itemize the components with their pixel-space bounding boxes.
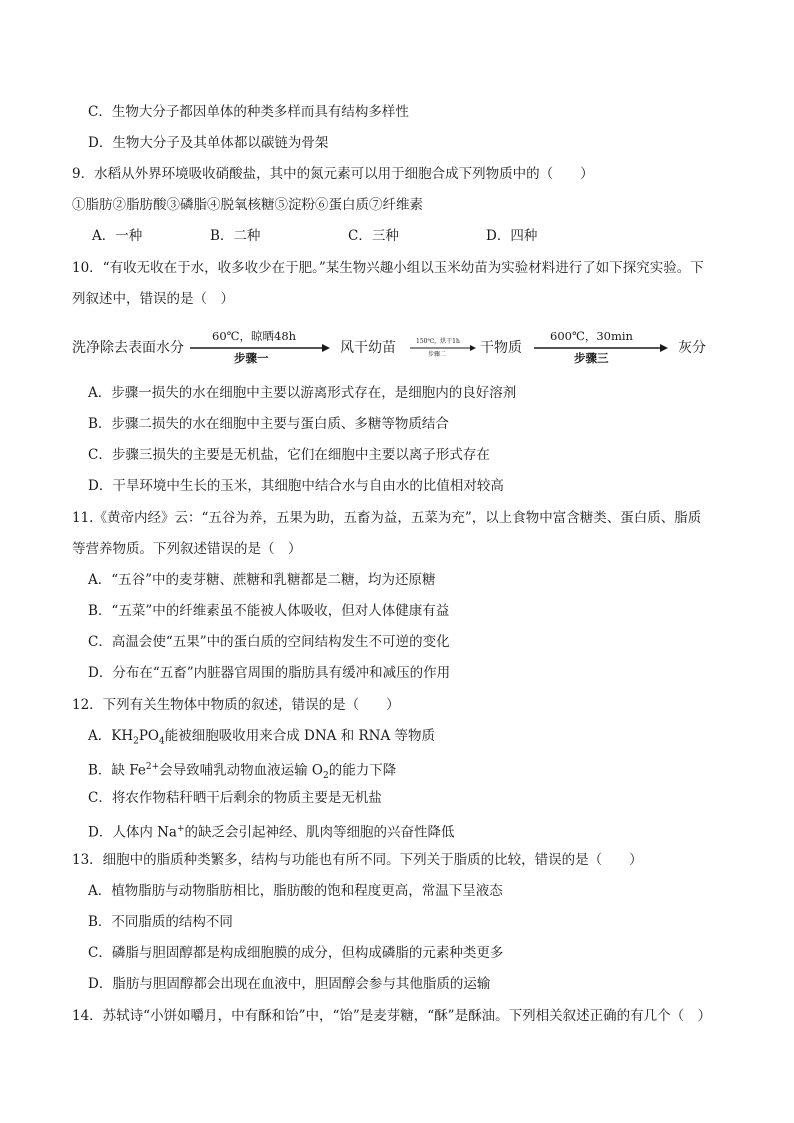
- q9-option-b: B．二种: [210, 228, 261, 244]
- q11-option-a: A．“五谷”中的麦芽糖、蔗糖和乳糖都是二糖，均为还原糖: [88, 572, 436, 588]
- q12-a-sub2: 4: [159, 736, 165, 747]
- flow-step1-condition: 60℃，晾晒48h: [212, 329, 297, 343]
- q9-option-c: C．三种: [348, 228, 399, 244]
- q10-option-c: C．步骤三损失的主要是无机盐，它们在细胞中主要以离子形式存在: [88, 447, 490, 463]
- q12-d-prefix: D．人体内 Na: [88, 824, 177, 841]
- q10-flow-diagram: [72, 329, 732, 365]
- q12-a-sub1: 2: [133, 736, 139, 747]
- q13-stem: 13．细胞中的脂质种类繁多，结构与功能也有所不同。下列关于脂质的比较，错误的是（ ）: [72, 852, 643, 868]
- q12-option-a: [88, 726, 435, 752]
- q11-option-c: C．高温会使“五果”中的蛋白质的空间结构发生不可逆的变化: [88, 634, 450, 650]
- q10-stem-line1: 10．“有收无收在于水，收多收少在于肥。”某生物兴趣小组以玉米幼苗为实验材料进行了如下探究实验。下: [72, 260, 704, 276]
- q12-b-suffix: 的能力下降: [328, 762, 397, 779]
- flow-step3-label: 步骤三: [574, 351, 609, 365]
- q10-option-b: B．步骤二损失的水在细胞中主要与蛋白质、多糖等物质结合: [88, 416, 449, 432]
- q12-a-suffix: 能被细胞吸收用来合成 DNA 和 RNA 等物质: [164, 728, 436, 744]
- q12-a-mid: PO: [138, 728, 159, 744]
- q11-option-b: B．“五菜”中的纤维素虽不能被人体吸收，但对人体健康有益: [88, 603, 450, 619]
- q12-stem: 12．下列有关生物体中物质的叙述，错误的是（ ）: [72, 697, 400, 713]
- q12-option-b: [88, 757, 396, 786]
- q10-option-a: A．步骤一损失的水在细胞中主要以游离形式存在，是细胞内的良好溶剂: [88, 385, 517, 401]
- q8-option-c: C．生物大分子都因单体的种类多样而具有结构多样性: [88, 104, 409, 120]
- q11-option-d: D．分布在“五畜”内脏器官周围的脂肪具有缓冲和减压的作用: [88, 665, 451, 681]
- q12-option-c: C．将农作物秸秆晒干后剩余的物质主要是无机盐: [88, 790, 382, 806]
- q9-option-a: A．一种: [92, 228, 143, 244]
- q13-option-c: C．磷脂与胆固醇都是构成细胞膜的成分，但构成磷脂的元素种类更多: [88, 945, 504, 961]
- q10-stem-line2: 列叙述中，错误的是（ ）: [72, 291, 234, 307]
- q12-option-d: [88, 819, 455, 843]
- flow-step2-condition: 150℃，烘干1h: [416, 338, 460, 345]
- q13-option-b: B．不同脂质的结构不同: [88, 914, 233, 930]
- q9-substance-list: ①脂肪②脂肪酸③磷脂④脱氧核糖⑤淀粉⑥蛋白质⑦纤维素: [72, 197, 423, 213]
- q13-option-a: A．植物脂肪与动物脂肪相比，脂肪酸的饱和程度更高，常温下呈液态: [88, 883, 503, 899]
- flow-step2-label: 步骤二: [428, 351, 447, 358]
- flow-start: 洗净除去表面水分: [72, 340, 184, 356]
- q9-stem: 9．水稻从外界环境吸收硝酸盐，其中的氮元素可以用于细胞合成下列物质中的（ ）: [72, 166, 594, 182]
- flow-step3-condition: 600℃，30min: [550, 329, 633, 343]
- q12-d-suffix: 的缺乏会引起神经、肌肉等细胞的兴奋性降低: [184, 824, 455, 841]
- q12-b-sub: 2: [322, 771, 329, 782]
- flow-mid: 风干幼苗: [340, 340, 396, 356]
- q12-b-sup: 2+: [145, 762, 160, 772]
- q12-d-sup: +: [176, 824, 185, 834]
- q11-stem-line2: 等营养物质。下列叙述错误的是（ ）: [72, 541, 302, 557]
- q12-b-prefix: B．缺 Fe: [88, 762, 146, 779]
- q13-option-d: D．脂肪与胆固醇都会出现在血液中，胆固醇会参与其他脂质的运输: [88, 976, 491, 992]
- flow-end: 灰分: [678, 340, 706, 356]
- q9-options: [88, 226, 728, 246]
- q10-option-d: D．干旱环境中生长的玉米，其细胞中结合水与自由水的比值相对较高: [88, 478, 504, 494]
- q12-b-mid: 会导致哺乳动物血液运输 O: [159, 762, 323, 779]
- q11-stem-line1: 11.《黄帝内经》云：“五谷为养，五果为助，五畜为益，五菜为充”，以上食物中富含糖类、蛋白质、脂质: [72, 510, 702, 526]
- q9-option-d: D．四种: [486, 228, 538, 244]
- q14-stem: 14．苏轼诗“小饼如嚼月，中有酥和饴”中，“饴”是麦芽糖，“酥”是酥油。下列相关叙述正确的有几个（ ）: [72, 1008, 712, 1024]
- flow-dry-matter: 干物质: [480, 340, 522, 356]
- q8-option-d: D．生物大分子及其单体都以碳链为骨架: [88, 135, 329, 151]
- flow-step1-label: 步骤一: [234, 351, 269, 365]
- q12-a-prefix: A．KH: [88, 728, 134, 744]
